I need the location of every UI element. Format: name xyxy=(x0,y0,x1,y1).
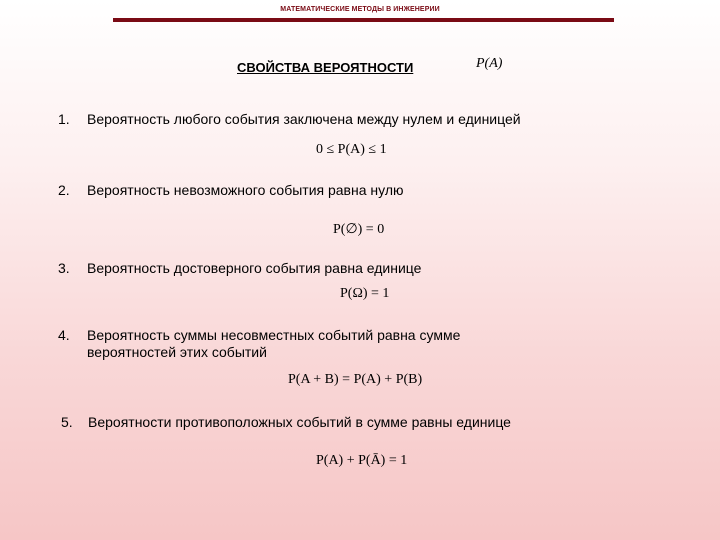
item-text: Вероятность суммы несовместных событий равна сумме вероятностей этих событий xyxy=(87,327,461,360)
item-text: Вероятность достоверного события равна единице xyxy=(87,260,422,276)
item-number: 1. xyxy=(58,111,70,127)
item-text: Вероятность невозможного события равна нулю xyxy=(87,182,404,198)
header-title: МАТЕМАТИЧЕСКИЕ МЕТОДЫ В ИНЖЕНЕРИИ xyxy=(280,6,440,13)
item-number: 5. xyxy=(61,414,73,430)
item-text: Вероятность любого события заключена между нулем и единицей xyxy=(87,111,521,127)
formula-5: P(A) + P(Ā) = 1 xyxy=(316,453,408,468)
slide-title: СВОЙСТВА ВЕРОЯТНОСТИ xyxy=(237,60,414,75)
title-formula: P(A) xyxy=(476,56,503,71)
item-number: 2. xyxy=(58,182,70,198)
formula-3: P(Ω) = 1 xyxy=(340,286,390,301)
item-number: 3. xyxy=(58,260,70,276)
item-number: 4. xyxy=(58,327,70,343)
formula-1: 0 ≤ P(A) ≤ 1 xyxy=(316,142,387,157)
header-divider xyxy=(113,18,614,22)
formula-2: P(∅) = 0 xyxy=(333,222,385,237)
item-text: Вероятности противоположных событий в сумме равны единице xyxy=(88,414,511,430)
formula-4: P(A + B) = P(A) + P(B) xyxy=(288,372,423,387)
